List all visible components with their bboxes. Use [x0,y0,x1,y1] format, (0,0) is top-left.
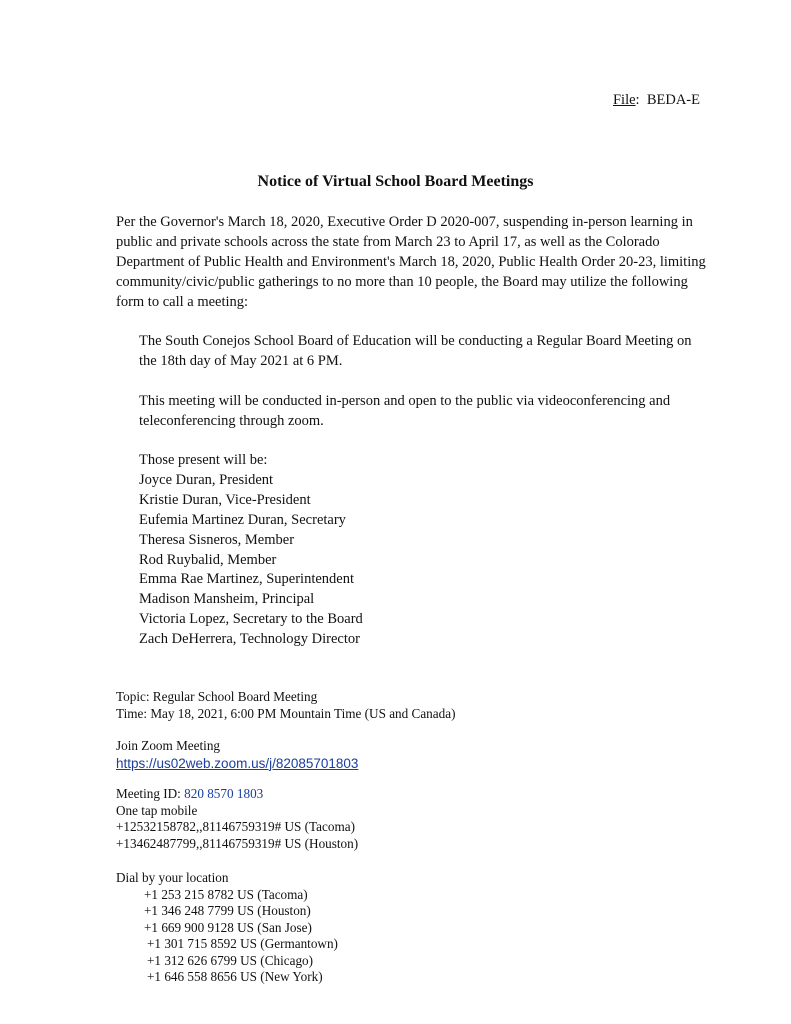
meeting-time: Time: May 18, 2021, 6:00 PM Mountain Time (US and Canada) [116,705,456,721]
attendee: Theresa Sisneros, Member [139,531,295,548]
zoom-meeting-link[interactable]: https://us02web.zoom.us/j/82085701803 [116,755,359,771]
file-value: BEDA-E [646,92,700,108]
dial-number[interactable]: +1 312 626 6799 US (Chicago) [147,952,314,968]
attendees-list [139,471,363,650]
dial-label: Dial by your location [116,870,229,885]
attendee: Zach DeHerrera, Technology Director [139,631,360,648]
meeting-topic-block [116,689,455,722]
meeting-id-block [116,786,358,852]
dial-number[interactable]: +1 253 215 8782 US (Tacoma) [144,886,308,902]
page-title: Notice of Virtual School Board Meetings [257,173,534,190]
one-tap-number[interactable]: +13462487799,,81146759319# US (Houston) [116,835,359,851]
join-block [116,738,358,772]
one-tap-label: One tap mobile [116,802,198,818]
attendee: Joyce Duran, President [139,471,274,488]
dial-in-block [116,870,338,986]
dial-number[interactable]: +1 301 715 8592 US (Germantown) [147,936,338,951]
attendees-heading: Those present will be: [139,452,268,468]
meeting-id-value[interactable]: 820 8570 1803 [184,786,264,801]
dial-number[interactable]: +1 669 900 9128 US (San Jose) [144,919,312,935]
file-label: File [612,92,636,108]
meeting-id-label: Meeting ID: [116,786,181,801]
meeting-announcement: The South Conejos School Board of Education will be conducting a Regular Board Meeting on the 18th day of May 2021 at 6 PM. [139,333,692,369]
join-label: Join Zoom Meeting [116,738,221,753]
attendee: Eufemia Martinez Duran, Secretary [139,511,346,528]
attendee: Victoria Lopez, Secretary to the Board [139,611,363,628]
intro-paragraph: Per the Governor's March 18, 2020, Executive Order D 2020-007, suspending in-person learning in public and private schools across the state from March 23 to April 17, as well as the Colorado Department of Public Health and Environment's March 18, 2020, Public Health Order 20-23, limiting community/civic/public gatherings to no more than 10 people, the Board may utilize the following form to call a meeting: [116,214,706,310]
attendee: Emma Rae Martinez, Superintendent [139,571,355,588]
file-reference: File: BEDA-E [612,92,700,108]
one-tap-number[interactable]: +12532158782,,81146759319# US (Tacoma) [116,819,355,834]
dial-number-list [116,887,338,986]
meeting-format: This meeting will be conducted in-person and open to the public via videoconferencing and teleconferencing through zoom. [139,393,671,429]
dial-number[interactable]: +1 346 248 7799 US (Houston) [144,903,311,918]
attendees-section [139,451,363,650]
attendee: Kristie Duran, Vice-President [139,491,311,508]
meeting-id-line [116,786,358,803]
dial-number[interactable]: +1 646 558 8656 US (New York) [147,969,323,984]
meeting-topic: Topic: Regular School Board Meeting [116,689,318,704]
attendee: Rod Ruybalid, Member [139,551,277,568]
attendee: Madison Mansheim, Principal [139,591,315,608]
